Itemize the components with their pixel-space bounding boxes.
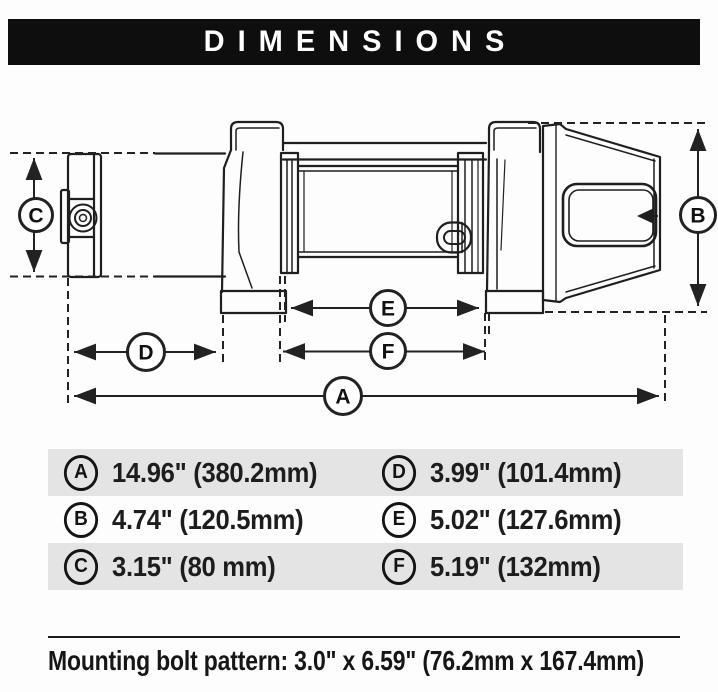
page-title: DIMENSIONS (203, 25, 518, 58)
svg-text:D: D (138, 341, 154, 365)
dim-value: 3.99" (101.4mm) (430, 456, 622, 488)
dim-value: 14.96" (380.2mm) (112, 456, 318, 488)
dim-label-d (128, 334, 165, 371)
dimensions-table (48, 449, 683, 590)
svg-text:A: A (335, 385, 351, 409)
svg-text:C: C (28, 204, 44, 228)
dim-value: 5.02" (127.6mm) (430, 503, 622, 535)
dim-value: 4.74" (120.5mm) (112, 503, 304, 535)
dim-value: 3.15" (80 mm) (112, 550, 276, 582)
dim-letter-badge: B (64, 502, 98, 538)
table-row (48, 496, 683, 543)
dim-letter-badge: C (64, 549, 98, 585)
mounting-bolt-pattern-text: Mounting bolt pattern: 3.0" x 6.59" (76.2mm x 167.4mm) (48, 645, 644, 676)
dim-label-a (325, 378, 362, 415)
table-row (48, 449, 683, 496)
svg-text:B: B (690, 204, 706, 228)
dim-value: 5.19" (132mm) (430, 550, 601, 582)
dim-label-c (20, 199, 53, 232)
table-row (48, 543, 683, 590)
dim-letter-badge: F (382, 549, 416, 585)
dim-letter-badge: A (64, 455, 98, 491)
footer-divider (48, 636, 680, 638)
dim-label-e (371, 291, 406, 326)
svg-text:E: E (380, 297, 396, 321)
svg-text:F: F (381, 340, 395, 364)
dim-label-f (371, 334, 406, 369)
dim-letter-badge: E (382, 502, 416, 538)
winch-outline (61, 122, 660, 313)
dim-label-b (681, 198, 716, 233)
dim-letter-badge: D (382, 455, 416, 491)
